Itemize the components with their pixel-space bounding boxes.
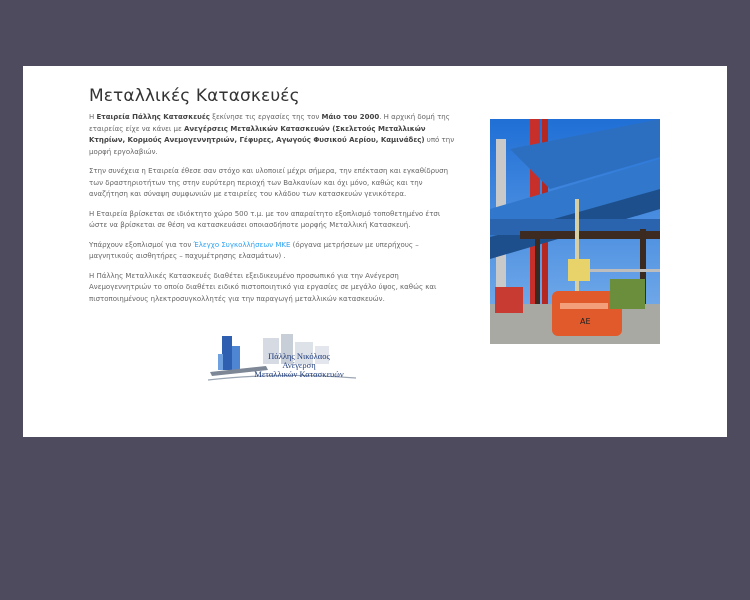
intro-text-1: ξεκίνησε τις εργασίες της τον xyxy=(209,113,322,121)
intro-pre: Η xyxy=(89,113,97,121)
equipment-post: (όργανα μετρήσεων με υπερήχους – μαγνητικούς αισθητήρες – παχυμέτρησης ελασμάτων) . xyxy=(89,240,419,260)
lift-label: AE xyxy=(580,317,591,326)
steel-structure-image xyxy=(490,119,660,344)
construction-photo xyxy=(490,119,660,344)
company-name: Εταιρεία Πάλλης Κατασκευές xyxy=(96,113,210,121)
logo-line-3: Μεταλλικών Κατασκευών xyxy=(254,369,344,379)
activities-list: Ανεγέρσεις Μεταλλικών Κατασκευών (Σκελετούς Μεταλλικών Κτηρίων, Κορμούς Ανεμογεννητριών, Γέφυρες, Αγωγούς Φυσικού Αερίου, Καμινάδες) xyxy=(89,124,426,144)
paragraph-intro xyxy=(89,112,459,158)
logo-line-1: Πάλλης Νικόλαος xyxy=(268,351,330,361)
paragraph-equipment xyxy=(89,240,459,263)
logo-text xyxy=(244,352,354,379)
paragraph-personnel: Η Πάλλης Μεταλλικές Κατασκευές διαθέτει εξειδικευμένο προσωπικό για την Ανέγερση Ανεμογεννητριών το οποίο διαθέτει ειδικό πιστοποιητικό για εργασίες σε μεγάλο ύψος, καθώς και πιστοποιημένους ηλεκτροσυγκολλητές για την παραγωγή μεταλλικών κατασκευών. xyxy=(89,271,437,303)
intro-text-3: υπό την μορφή εργολαβιών. xyxy=(89,136,455,156)
page-title: Μεταλλικές Κατασκευές xyxy=(89,86,300,106)
text-column xyxy=(89,86,459,313)
logo-line-2: Ανέγερση xyxy=(282,360,316,370)
company-logo xyxy=(208,332,358,388)
equipment-pre: Υπάρχουν εξοπλισμοί για τον xyxy=(89,240,194,249)
paragraph-expansion: Στην συνέχεια η Εταιρεία έθεσε σαν στόχο και υλοποιεί μέχρι σήμερα, την επέκταση και εγκαθίδρυση των δραστηριοτήτων της στην ευρύτερη περιοχή των Βαλκανίων και όχι μόνο, καθώς και την αναζήτηση και σύναψη συμφωνιών με εταιρείες του κλάδου των κατασκευών γενικότερα. xyxy=(89,167,449,198)
paragraph-facilities: Η Εταιρεία βρίσκεται σε ιδιόκτητο χώρο 500 τ.μ. με τον απαραίτητο εξοπλισμό τοποθετημένο έτσι ώστε να βρίσκεται σε θέση να κατασκευάσει οποιασδήποτε μορφής Μεταλλική Κατασκευή. xyxy=(89,209,441,229)
content-card xyxy=(23,66,727,437)
start-date: Μάιο του 2000 xyxy=(321,113,380,121)
intro-text-2: . Η αρχική δομή της εταιρείας είχε να κάνει με xyxy=(89,113,450,133)
weld-inspection-link[interactable]: Έλεγχο Συγκολλήσεων ΜΚΕ xyxy=(193,240,291,249)
